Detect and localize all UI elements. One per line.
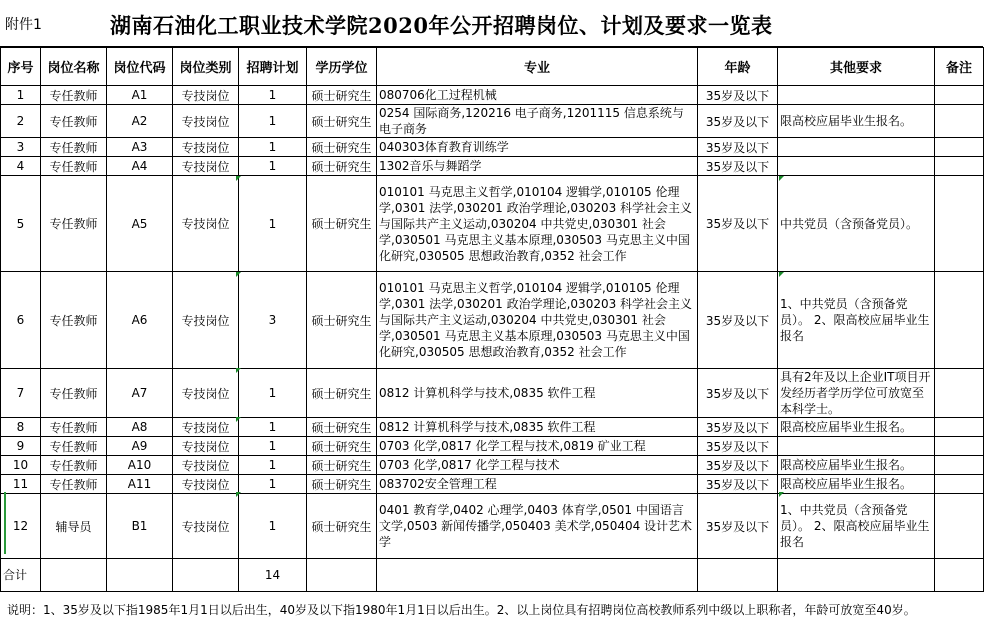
cell-major[interactable]: 0254 国际商务,120216 电子商务,1201115 信息系统与电子商务 [377, 105, 698, 138]
cell-name[interactable]: 专任教师 [41, 157, 107, 176]
cell-major[interactable]: 010101 马克思主义哲学,010104 逻辑学,010105 伦理学,0301 法学,030201 政治学理论,030203 科学社会主义与国际共产主义运动,030204 中共党史,030301 社会学,030501 马克思主义基本原理,030503 马克思主义中国化研究,030505 思想政治教育,0352 社会工作 [377, 176, 698, 272]
recruitment-table [0, 47, 984, 592]
empty-cell[interactable] [41, 559, 107, 592]
cell-major[interactable]: 0401 教育学,0402 心理学,0403 体育学,0501 中国语言文学,0503 新闻传播学,050403 美术学,050404 设计艺术学 [377, 494, 698, 559]
cell-type[interactable]: 专技岗位 [173, 272, 239, 369]
cell-comment-marker [236, 492, 241, 497]
cell-remark[interactable] [935, 369, 984, 418]
cell-code[interactable]: A3 [107, 138, 173, 157]
cell-no[interactable]: 10 [1, 456, 41, 475]
cell-remark[interactable] [935, 272, 984, 369]
cell-other[interactable] [778, 86, 935, 105]
table-row [1, 176, 984, 272]
col-header-remark[interactable]: 备注 [935, 48, 984, 86]
col-header-age[interactable]: 年龄 [698, 48, 778, 86]
cell-major[interactable]: 0812 计算机科学与技术,0835 软件工程 [377, 418, 698, 437]
cell-name[interactable]: 专任教师 [41, 369, 107, 418]
cell-no[interactable]: 8 [1, 418, 41, 437]
cell-code[interactable]: A2 [107, 105, 173, 138]
table-row [1, 437, 984, 456]
cell-age[interactable]: 35岁及以下 [698, 418, 778, 437]
cell-plan[interactable]: 1 [239, 456, 307, 475]
cell-code[interactable]: A11 [107, 475, 173, 494]
cell-no[interactable]: 11 [1, 475, 41, 494]
cell-other[interactable]: 限高校应届毕业生报名。 [778, 105, 935, 138]
total-label[interactable]: 合计 [1, 559, 41, 592]
cell-edu[interactable]: 硕士研究生 [307, 456, 377, 475]
table-row [1, 456, 984, 475]
cell-comment-marker [236, 176, 241, 181]
cell-remark[interactable] [935, 475, 984, 494]
cell-edu[interactable]: 硕士研究生 [307, 475, 377, 494]
cell-name[interactable]: 辅导员 [41, 494, 107, 559]
cell-major[interactable]: 083702安全管理工程 [377, 475, 698, 494]
total-plan[interactable]: 14 [239, 559, 307, 592]
cell-no[interactable]: 6 [1, 272, 41, 369]
col-header-edu[interactable]: 学历学位 [307, 48, 377, 86]
cell-type[interactable]: 专技岗位 [173, 475, 239, 494]
cell-code[interactable]: A6 [107, 272, 173, 369]
cell-other[interactable]: 限高校应届毕业生报名。 [778, 475, 935, 494]
cell-remark[interactable] [935, 437, 984, 456]
cell-name[interactable]: 专任教师 [41, 437, 107, 456]
cell-age[interactable]: 35岁及以下 [698, 86, 778, 105]
cell-plan[interactable]: 1 [239, 369, 307, 418]
cell-code[interactable]: A5 [107, 176, 173, 272]
cell-name[interactable]: 专任教师 [41, 475, 107, 494]
cell-plan[interactable]: 1 [239, 437, 307, 456]
col-header-major[interactable]: 专业 [377, 48, 698, 86]
cell-major[interactable]: 040303体育教育训练学 [377, 138, 698, 157]
cell-no[interactable]: 12 [1, 494, 41, 559]
cell-remark[interactable] [935, 105, 984, 138]
table-row [1, 105, 984, 138]
cell-plan[interactable]: 1 [239, 86, 307, 105]
table-row [1, 418, 984, 437]
table-row [1, 272, 984, 369]
cell-plan[interactable]: 1 [239, 176, 307, 272]
cell-type[interactable]: 专技岗位 [173, 369, 239, 418]
cell-code[interactable]: A7 [107, 369, 173, 418]
cell-age[interactable]: 35岁及以下 [698, 176, 778, 272]
empty-cell[interactable] [778, 559, 935, 592]
cell-major[interactable]: 1302音乐与舞蹈学 [377, 157, 698, 176]
cell-name[interactable]: 专任教师 [41, 176, 107, 272]
cell-other[interactable] [778, 157, 935, 176]
cell-major[interactable]: 0703 化学,0817 化学工程与技术,0819 矿业工程 [377, 437, 698, 456]
cell-other[interactable]: 1、中共党员（含预备党员）。 2、限高校应届毕业生报名 [778, 272, 935, 369]
empty-cell[interactable] [377, 559, 698, 592]
empty-cell[interactable] [698, 559, 778, 592]
cell-other[interactable]: 具有2年及以上企业IT项目开发经历者学历学位可放宽至本科学士。 [778, 369, 935, 418]
cell-remark[interactable] [935, 456, 984, 475]
cell-plan[interactable]: 1 [239, 418, 307, 437]
cell-no[interactable]: 9 [1, 437, 41, 456]
cell-name[interactable]: 专任教师 [41, 272, 107, 369]
cell-plan[interactable]: 3 [239, 272, 307, 369]
cell-code[interactable]: A1 [107, 86, 173, 105]
cell-plan[interactable]: 1 [239, 138, 307, 157]
cell-no[interactable]: 3 [1, 138, 41, 157]
title-row [0, 0, 983, 47]
cell-age[interactable]: 35岁及以下 [698, 456, 778, 475]
cell-name[interactable]: 专任教师 [41, 86, 107, 105]
cell-type[interactable]: 专技岗位 [173, 494, 239, 559]
cell-age[interactable]: 35岁及以下 [698, 272, 778, 369]
cell-other[interactable] [778, 138, 935, 157]
cell-code[interactable]: A9 [107, 437, 173, 456]
cell-edu[interactable]: 硕士研究生 [307, 418, 377, 437]
cell-comment-marker [236, 272, 241, 277]
cell-code[interactable]: A4 [107, 157, 173, 176]
table-row [1, 157, 984, 176]
empty-cell[interactable] [173, 559, 239, 592]
col-header-type[interactable]: 岗位类别 [173, 48, 239, 86]
cell-plan[interactable]: 1 [239, 494, 307, 559]
header-row [1, 48, 984, 86]
table-row [1, 475, 984, 494]
cell-age[interactable]: 35岁及以下 [698, 437, 778, 456]
cell-edu[interactable]: 硕士研究生 [307, 369, 377, 418]
col-header-no[interactable]: 序号 [1, 48, 41, 86]
cell-age[interactable]: 35岁及以下 [698, 138, 778, 157]
cell-edu[interactable]: 硕士研究生 [307, 176, 377, 272]
cell-no[interactable]: 7 [1, 369, 41, 418]
col-header-plan[interactable]: 招聘计划 [239, 48, 307, 86]
cell-age[interactable]: 35岁及以下 [698, 157, 778, 176]
table-row [1, 369, 984, 418]
cell-remark[interactable] [935, 176, 984, 272]
cell-age[interactable]: 35岁及以下 [698, 494, 778, 559]
empty-cell[interactable] [107, 559, 173, 592]
selection-edge-marker [4, 492, 6, 554]
cell-age[interactable]: 35岁及以下 [698, 475, 778, 494]
cell-name[interactable]: 专任教师 [41, 105, 107, 138]
cell-comment-marker [236, 368, 241, 373]
cell-no[interactable]: 1 [1, 86, 41, 105]
col-header-code[interactable]: 岗位代码 [107, 48, 173, 86]
cell-type[interactable]: 专技岗位 [173, 138, 239, 157]
cell-edu[interactable]: 硕士研究生 [307, 157, 377, 176]
cell-no[interactable]: 5 [1, 176, 41, 272]
cell-type[interactable]: 专技岗位 [173, 456, 239, 475]
cell-other[interactable]: 1、中共党员（含预备党员）。 2、限高校应届毕业生报名 [778, 494, 935, 559]
cell-major[interactable]: 080706化工过程机械 [377, 86, 698, 105]
cell-other[interactable]: 限高校应届毕业生报名。 [778, 418, 935, 437]
cell-other[interactable]: 中共党员（含预备党员）。 [778, 176, 935, 272]
cell-no[interactable]: 2 [1, 105, 41, 138]
cell-comment-marker [779, 176, 784, 181]
cell-no[interactable]: 4 [1, 157, 41, 176]
cell-edu[interactable]: 硕士研究生 [307, 105, 377, 138]
cell-comment-marker [236, 417, 241, 422]
cell-edu[interactable]: 硕士研究生 [307, 272, 377, 369]
cell-other[interactable] [778, 437, 935, 456]
cell-edu[interactable]: 硕士研究生 [307, 86, 377, 105]
cell-remark[interactable] [935, 494, 984, 559]
table-row [1, 86, 984, 105]
footnote: 说明：1、35岁及以下指1985年1月1日以后出生，40岁及以下指1980年1月1日以后出生。2、以上岗位具有招聘岗位高校教师系列中级以上职称者，年龄可放宽至40岁。 [7, 603, 916, 617]
cell-type[interactable]: 专技岗位 [173, 157, 239, 176]
cell-type[interactable]: 专技岗位 [173, 176, 239, 272]
cell-name[interactable]: 专任教师 [41, 456, 107, 475]
cell-name[interactable]: 专任教师 [41, 418, 107, 437]
cell-major[interactable]: 0703 化学,0817 化学工程与技术 [377, 456, 698, 475]
cell-other[interactable]: 限高校应届毕业生报名。 [778, 456, 935, 475]
cell-plan[interactable]: 1 [239, 475, 307, 494]
cell-major[interactable]: 0812 计算机科学与技术,0835 软件工程 [377, 369, 698, 418]
table-row [1, 494, 984, 559]
cell-comment-marker [779, 272, 784, 277]
col-header-name[interactable]: 岗位名称 [41, 48, 107, 86]
table-row [1, 138, 984, 157]
page-title: 湖南石油化工职业技术学院2020年公开招聘岗位、计划及要求一览表 [110, 13, 773, 38]
cell-comment-marker [779, 492, 784, 497]
cell-code[interactable]: A10 [107, 456, 173, 475]
appendix-label: 附件1 [5, 17, 42, 33]
cell-code[interactable]: A8 [107, 418, 173, 437]
total-row [1, 559, 984, 592]
cell-edu[interactable]: 硕士研究生 [307, 494, 377, 559]
col-header-other[interactable]: 其他要求 [778, 48, 935, 86]
cell-plan[interactable]: 1 [239, 105, 307, 138]
cell-edu[interactable]: 硕士研究生 [307, 138, 377, 157]
cell-edu[interactable]: 硕士研究生 [307, 437, 377, 456]
cell-remark[interactable] [935, 418, 984, 437]
cell-major[interactable]: 010101 马克思主义哲学,010104 逻辑学,010105 伦理学,0301 法学,030201 政治学理论,030203 科学社会主义与国际共产主义运动,030204 中共党史,030301 社会学,030501 马克思主义基本原理,030503 马克思主义中国化研究,030505 思想政治教育,0352 社会工作 [377, 272, 698, 369]
cell-age[interactable]: 35岁及以下 [698, 369, 778, 418]
cell-type[interactable]: 专技岗位 [173, 105, 239, 138]
cell-remark[interactable] [935, 86, 984, 105]
cell-age[interactable]: 35岁及以下 [698, 105, 778, 138]
cell-type[interactable]: 专技岗位 [173, 86, 239, 105]
cell-code[interactable]: B1 [107, 494, 173, 559]
empty-cell[interactable] [935, 559, 984, 592]
cell-plan[interactable]: 1 [239, 157, 307, 176]
cell-remark[interactable] [935, 138, 984, 157]
cell-type[interactable]: 专技岗位 [173, 418, 239, 437]
empty-cell[interactable] [307, 559, 377, 592]
cell-remark[interactable] [935, 157, 984, 176]
cell-type[interactable]: 专技岗位 [173, 437, 239, 456]
cell-name[interactable]: 专任教师 [41, 138, 107, 157]
